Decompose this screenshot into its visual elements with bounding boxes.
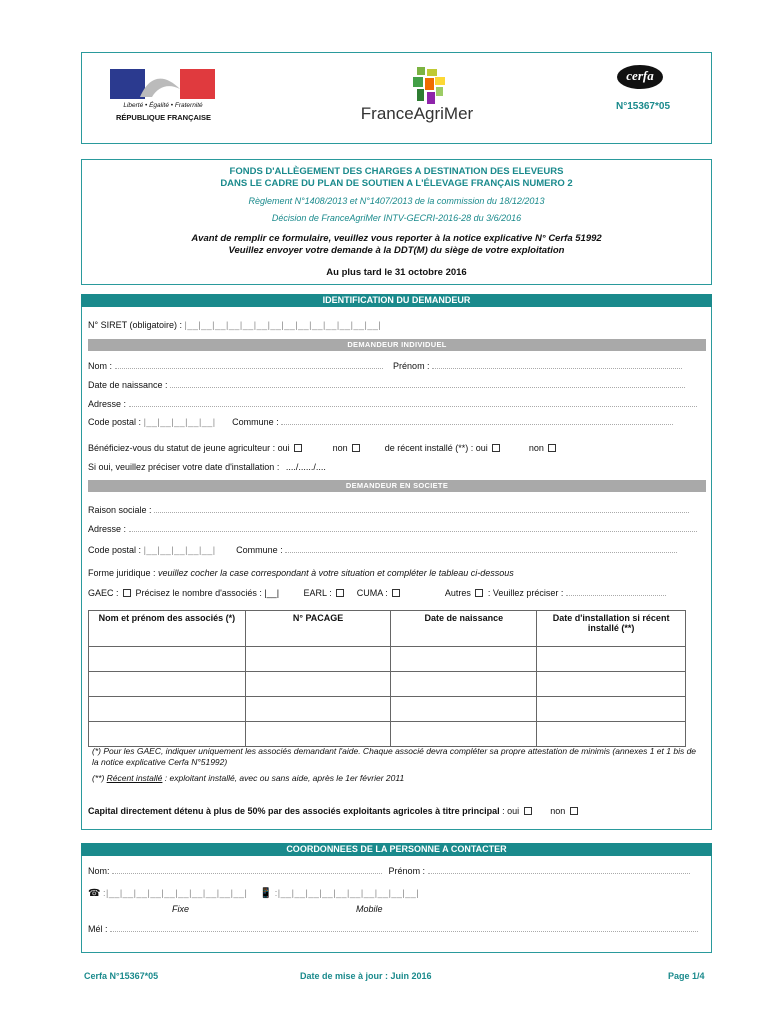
capital-oui-checkbox[interactable]: [524, 807, 532, 815]
table-cell[interactable]: [537, 722, 686, 747]
birth-row: [88, 379, 685, 390]
table-cell[interactable]: [245, 697, 391, 722]
postal-input[interactable]: |__|__|__|__|__|: [143, 417, 216, 427]
raison-label: Raison sociale :: [88, 505, 152, 515]
capital-non-checkbox[interactable]: [570, 807, 578, 815]
young-farmer-non-checkbox[interactable]: [352, 444, 360, 452]
siret-input[interactable]: |__|__|__|__|__|__|__|__|__|__|__|__|__|__|: [184, 320, 382, 330]
young-farmer-row: [88, 443, 558, 453]
company-postal-label: Code postal :: [88, 545, 142, 555]
earl-checkbox[interactable]: [336, 589, 344, 597]
table-cell[interactable]: [537, 647, 686, 672]
company-commune-label: Commune :: [236, 545, 283, 555]
install-date-input[interactable]: ..../....../....: [285, 462, 326, 472]
notice-instruction: Avant de remplir ce formulaire, veuillez vous reporter à la notice explicative N° Cerfa 51992: [191, 233, 602, 244]
phone-icon: ☎: [88, 888, 101, 899]
table-cell[interactable]: [89, 672, 246, 697]
send-instruction: Veuillez envoyer votre demande à la DDT(M) du siège de votre exploitation: [228, 245, 565, 256]
company-commune-input[interactable]: [285, 544, 677, 553]
recent-oui-checkbox[interactable]: [492, 444, 500, 452]
table-cell[interactable]: [245, 722, 391, 747]
individual-title: DEMANDEUR INDIVIDUEL: [88, 339, 706, 351]
company-title: DEMANDEUR EN SOCIETE: [88, 480, 706, 492]
siret-label: N° SIRET (obligatoire) :: [88, 320, 182, 330]
legal-form-row: [88, 568, 514, 578]
cuma-checkbox[interactable]: [392, 589, 400, 597]
siret-row: [88, 320, 381, 330]
footer-form-number: Cerfa N°15367*05: [84, 971, 159, 981]
address-label: Adresse :: [88, 399, 127, 409]
identification-title: IDENTIFICATION DU DEMANDEUR: [81, 294, 712, 307]
recent-note-prefix: (**): [92, 773, 107, 783]
company-postal-row: [88, 544, 677, 555]
capital-row: [88, 806, 580, 816]
table-cell[interactable]: [89, 647, 246, 672]
address-row: [88, 398, 697, 409]
table-cell[interactable]: [89, 697, 246, 722]
table-cell[interactable]: [391, 672, 537, 697]
table-header-birth: Date de naissance: [391, 611, 537, 647]
young-farmer-question: Bénéficiez-vous du statut de jeune agriculteur : oui: [88, 443, 290, 453]
cuma-label: CUMA :: [356, 588, 388, 598]
footer-page: Page 1/4: [668, 971, 705, 981]
contact-nom-input[interactable]: [112, 865, 382, 874]
earl-label: EARL :: [303, 588, 332, 598]
form-title-line2: DANS LE CADRE DU PLAN DE SOUTIEN A L'ÉLEVAGE FRANÇAIS NUMERO 2: [220, 178, 573, 189]
legal-form-label: Forme juridique :: [88, 568, 156, 578]
capital-non-label: non: [550, 806, 566, 816]
table-header-name: Nom et prénom des associés (*): [89, 611, 246, 647]
contact-prenom-label: Prénom :: [388, 866, 426, 876]
table-cell[interactable]: [245, 647, 391, 672]
capital-label: Capital directement détenu à plus de 50% par des associés exploitants agricoles à titre principal: [88, 806, 500, 816]
republic-name: RÉPUBLIQUE FRANÇAISE: [115, 113, 211, 122]
nom-row: [88, 360, 700, 371]
young-farmer-oui-checkbox[interactable]: [294, 444, 302, 452]
associates-table: [88, 610, 686, 747]
prenom-label: Prénom :: [393, 361, 430, 371]
legal-form-hint: veuillez cocher la case correspondant à votre situation et compléter le tableau ci-dessous: [158, 568, 514, 578]
contact-name-row: [88, 865, 690, 876]
phone-mobile-label: Mobile: [356, 904, 383, 914]
republic-motto: Liberté • Égalité • Fraternité: [123, 102, 203, 109]
table-header-install: Date d'installation si récent installé (**): [537, 611, 686, 647]
table-cell[interactable]: [391, 722, 537, 747]
other-specify-input[interactable]: [566, 587, 666, 596]
nom-label: Nom :: [88, 361, 113, 371]
company-address-row: [88, 523, 697, 534]
company-address-input[interactable]: [129, 523, 697, 532]
company-postal-input[interactable]: |__|__|__|__|__|: [143, 545, 216, 555]
recent-note-term: Récent installé: [106, 773, 163, 783]
gaec-row: [88, 587, 666, 598]
table-cell[interactable]: [391, 697, 537, 722]
table-header-row: [89, 611, 686, 647]
agency-name: FranceAgriMer: [360, 104, 474, 123]
form-number: N°15367*05: [615, 101, 671, 112]
gaec-label: GAEC :: [88, 588, 119, 598]
cerfa-logo-text: cerfa: [626, 68, 654, 83]
table-row: [89, 697, 686, 722]
gaec-count-label: Précisez le nombre d'associés :: [135, 588, 262, 598]
mel-label: Mél :: [88, 924, 108, 934]
recent-non-label: non: [528, 443, 544, 453]
commune-label: Commune :: [232, 417, 279, 427]
french-flag-logo: [110, 69, 215, 99]
mel-input[interactable]: [110, 923, 698, 932]
table-row: [89, 722, 686, 747]
birth-label: Date de naissance :: [88, 380, 168, 390]
prenom-input[interactable]: [432, 360, 682, 369]
table-cell[interactable]: [537, 697, 686, 722]
mobile-input[interactable]: :|__|__|__|__|__|__|__|__|__|__|: [274, 888, 420, 898]
recent-note-rest: : exploitant installé, avec ou sans aide, après le 1er février 2011: [164, 773, 405, 783]
postal-label: Code postal :: [88, 417, 142, 427]
cerfa-logo: [616, 64, 664, 90]
address-input[interactable]: [129, 398, 697, 407]
postal-row: [88, 416, 673, 427]
phone-row: [88, 888, 419, 899]
franceagrimer-logo-icon: [413, 67, 445, 105]
form-title-line1: FONDS D'ALLÈGEMENT DES CHARGES A DESTINATION DES ELEVEURS: [229, 166, 564, 177]
table-cell[interactable]: [391, 647, 537, 672]
table-row: [89, 672, 686, 697]
birth-input[interactable]: [170, 379, 685, 388]
recent-non-checkbox[interactable]: [548, 444, 556, 452]
other-label: Autres: [444, 588, 471, 598]
deadline: Au plus tard le 31 octobre 2016: [326, 267, 467, 278]
footer-update-date: Date de mise à jour : Juin 2016: [300, 971, 432, 981]
install-date-label: Si oui, veuillez préciser votre date d'installation :: [88, 462, 280, 472]
company-address-label: Adresse :: [88, 524, 127, 534]
install-date-row: [88, 462, 326, 472]
recent-label: de récent installé (**) : oui: [384, 443, 488, 453]
gaec-count-input[interactable]: |__|: [264, 588, 280, 598]
nom-input[interactable]: [115, 360, 383, 369]
table-cell[interactable]: [89, 722, 246, 747]
mobile-icon: 📱: [259, 888, 273, 899]
table-cell[interactable]: [245, 672, 391, 697]
table-row: [89, 647, 686, 672]
raison-row: [88, 504, 689, 515]
commune-input[interactable]: [281, 416, 673, 425]
table-header-pacage: N° PACAGE: [245, 611, 391, 647]
gaec-note: (*) Pour les GAEC, indiquer uniquement les associés demandant l'aide. Chaque associé devra compléter sa propre attestation de minimis (annexes 1 et 1 bis de la notice explicative Cerfa N°51992): [92, 746, 697, 767]
phone-fixe-label: Fixe: [172, 904, 190, 914]
contact-prenom-input[interactable]: [428, 865, 690, 874]
table-cell[interactable]: [537, 672, 686, 697]
mel-row: [88, 923, 698, 934]
phone-input[interactable]: :|__|__|__|__|__|__|__|__|__|__|: [102, 888, 248, 898]
young-farmer-non-label: non: [332, 443, 348, 453]
contact-nom-label: Nom:: [88, 866, 110, 876]
recent-note: [92, 773, 704, 783]
capital-oui-label: : oui: [502, 806, 520, 816]
gaec-checkbox[interactable]: [123, 589, 131, 597]
raison-input[interactable]: [154, 504, 689, 513]
decision-reference: Décision de FranceAgriMer INTV-GECRI-2016-28 du 3/6/2016: [271, 213, 522, 223]
contact-title: COORDONNEES DE LA PERSONNE A CONTACTER: [81, 843, 712, 856]
other-checkbox[interactable]: [475, 589, 483, 597]
other-specify-label: : Veuillez préciser :: [487, 588, 564, 598]
regulation-reference: Règlement N°1408/2013 et N°1407/2013 de la commission du 18/12/2013: [248, 196, 545, 206]
